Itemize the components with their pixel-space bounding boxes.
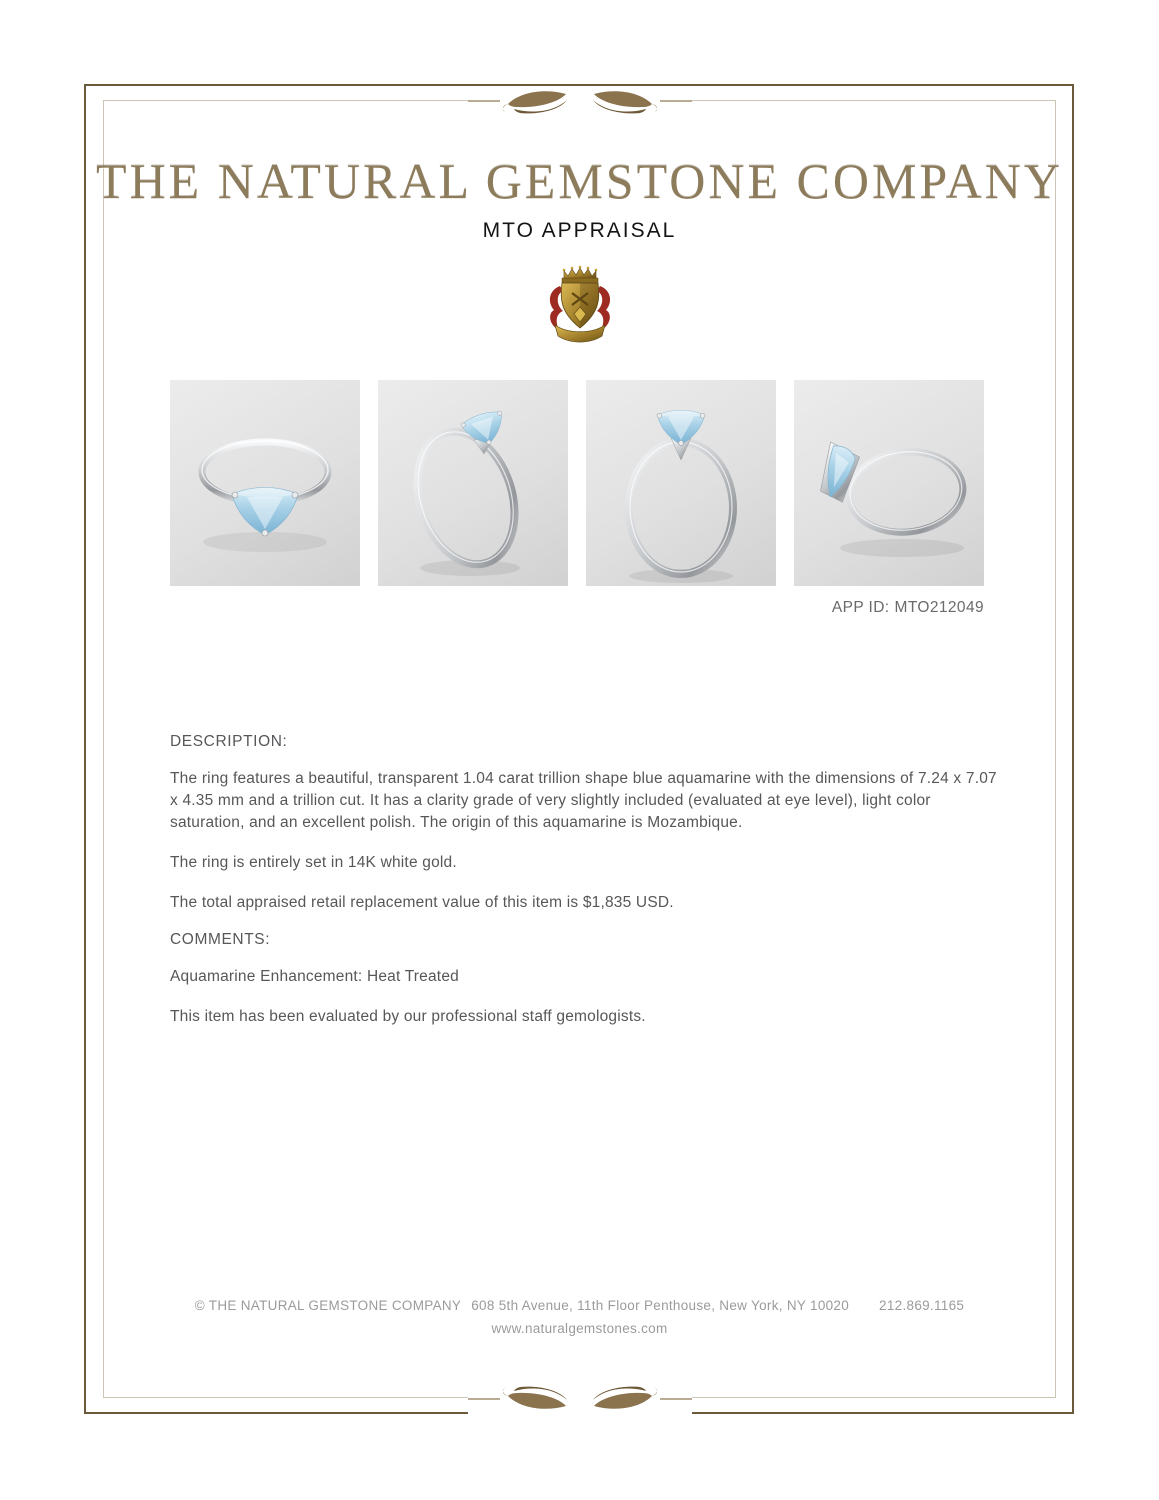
footer-address: 608 5th Avenue, 11th Floor Penthouse, New York, NY 10020 [471,1298,850,1313]
top-flourish-ornament [468,86,692,116]
comments-section [170,929,1002,1044]
crest-icon [544,264,616,350]
ring-photo-front-view [586,380,776,586]
description-paragraph: The ring is entirely set in 14K white gold. [170,854,457,871]
ring-top-view-render [170,380,360,586]
app-id-label: APP ID: [831,599,890,616]
ring-three-quarter-render [378,380,568,586]
ring-photo-row [170,380,984,586]
comments-heading: COMMENTS: [170,931,271,948]
description-paragraph: The total appraised retail replacement value of this item is $1,835 USD. [170,894,674,911]
document-type: MTO APPRAISAL [482,219,677,242]
footer-phone: 212.869.1165 [879,1298,965,1313]
ring-photo-top-view [170,380,360,586]
footer-contact-line [0,1294,1159,1317]
footer-copyright: © THE NATURAL GEMSTONE COMPANY [194,1298,462,1313]
aquamarine-gem [232,488,298,537]
flourish-icon [468,86,692,116]
comment-line: This item has been evaluated by our professional staff gemologists. [170,1008,646,1025]
aquamarine-gem [657,410,705,445]
footer [0,1294,1159,1340]
company-name: THE NATURAL GEMSTONE COMPANY [96,153,1063,209]
ring-photo-three-quarter-view [378,380,568,586]
ring-side-render [794,380,984,586]
footer-website: www.naturalgemstones.com [491,1321,668,1336]
app-id-value: MTO212049 [894,599,984,616]
description-section [170,731,1002,930]
ring-photo-side-view [794,380,984,586]
company-crest [544,264,616,355]
bottom-flourish-ornament [468,1384,692,1414]
description-paragraph: The ring features a beautiful, transparent 1.04 carat trillion shape blue aquamarine with the dimensions of 7.24 x 7.07 x 4.35 mm and a trillion cut. It has a clarity grade of very slightly included (evaluated at eye level), light color saturation, and an excellent polish. The origin of this aquamarine is Mozambique. [170,770,997,831]
flourish-icon [468,1384,692,1414]
comment-line: Aquamarine Enhancement: Heat Treated [170,968,459,985]
ring-front-render [586,380,776,586]
description-heading: DESCRIPTION: [170,733,288,750]
app-id [170,599,984,617]
